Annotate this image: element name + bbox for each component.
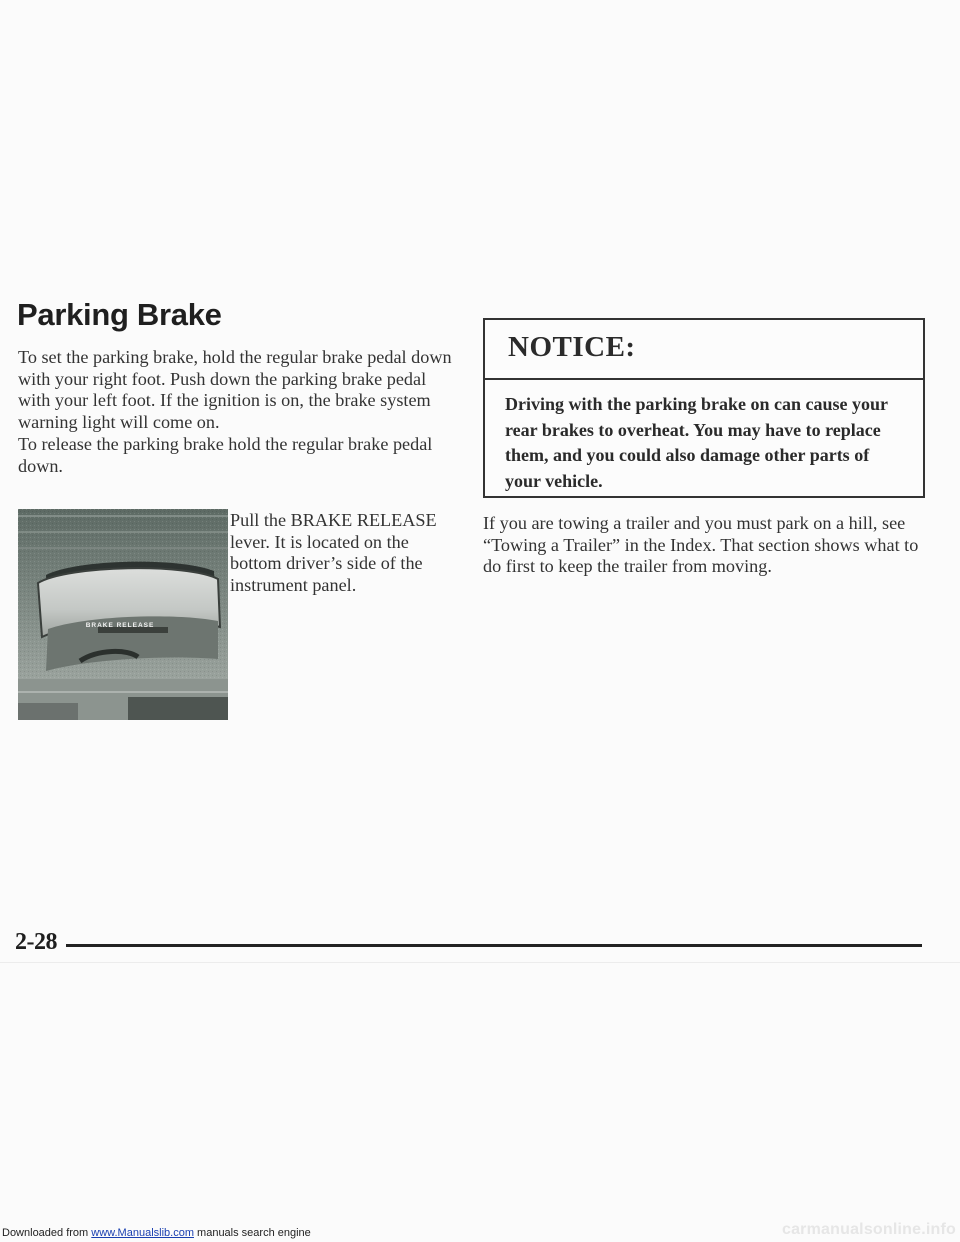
footer-prefix: Downloaded from (2, 1227, 92, 1239)
notice-body: Driving with the parking brake on can cause your rear brakes to overheat. You may have to replace them, and you could also damage other parts of your vehicle. (505, 394, 888, 491)
set-parking-brake-paragraph: To set the parking brake, hold the regular brake pedal down with your right foot. Push down the parking brake pedal with your left foot. If the ignition is on, the brake system warning light will come on. (18, 347, 452, 432)
footer-suffix: manuals search engine (193, 1227, 311, 1239)
brake-release-label: BRAKE RELEASE (85, 622, 155, 629)
page-rule (66, 944, 922, 947)
towing-paragraph: If you are towing a trailer and you must park on a hill, see “Towing a Trailer” in the Index. That section shows what to do first to keep the trailer from moving. (483, 513, 919, 576)
pull-lever-paragraph: Pull the BRAKE RELEASE lever. It is located on the bottom driver’s side of the instrument panel. (230, 510, 437, 595)
scan-artifact-line (0, 962, 960, 963)
page-number: 2-28 (15, 929, 57, 955)
manualslib-link[interactable]: www.Manualslib.com (91, 1227, 194, 1239)
notice-title: NOTICE: (508, 331, 636, 363)
release-parking-brake-paragraph: To release the parking brake hold the regular brake pedal down. (18, 434, 433, 476)
watermark: carmanualsonline.info (781, 1221, 956, 1238)
notice-header (485, 320, 923, 380)
download-footer (2, 1227, 311, 1239)
brake-release-lever-photo (18, 509, 228, 720)
notice-box (483, 318, 925, 498)
brake-release-lever-illustration (18, 509, 228, 720)
section-title: Parking Brake (17, 297, 222, 332)
